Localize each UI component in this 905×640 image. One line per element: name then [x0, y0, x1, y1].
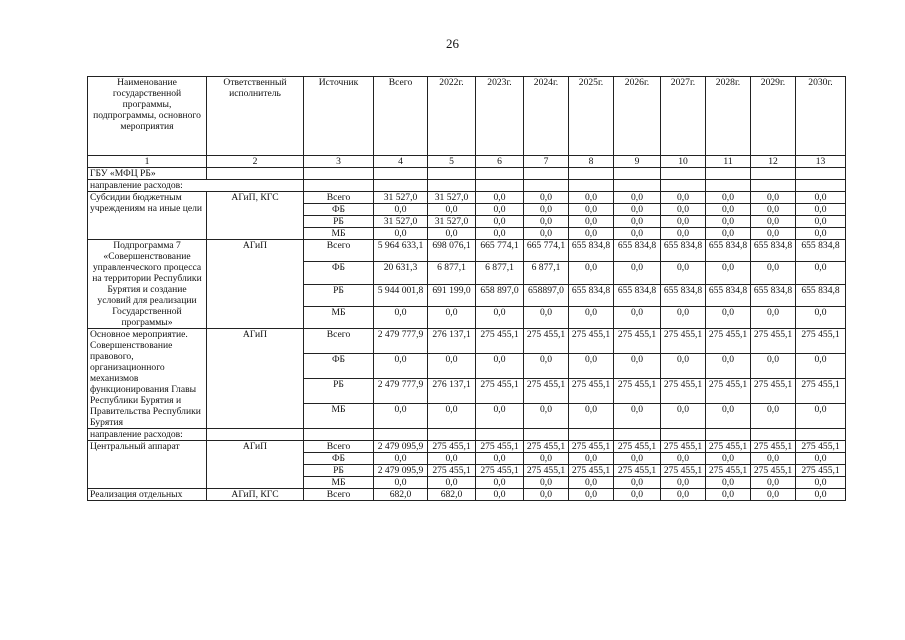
value-cell: 0,0 — [614, 477, 661, 489]
executor-cell: АГиП, КГС — [207, 192, 304, 240]
header-cell: 2028г. — [706, 77, 751, 156]
executor-cell: АГиП — [207, 240, 304, 329]
value-cell: 0,0 — [569, 404, 614, 429]
source-cell: РБ — [304, 465, 374, 477]
column-number: 7 — [524, 156, 569, 168]
section-row-direction — [88, 429, 846, 441]
value-cell: 0,0 — [524, 477, 569, 489]
header-cell: Источник — [304, 77, 374, 156]
value-cell: 2 479 777,9 — [374, 379, 428, 404]
column-number: 3 — [304, 156, 374, 168]
value-cell: 0,0 — [614, 354, 661, 379]
header-cell: Наименование государственной программы, подпрограммы, основного мероприятия — [88, 77, 207, 156]
value-cell: 275 455,1 — [751, 465, 796, 477]
value-cell: 275 455,1 — [661, 329, 706, 354]
value-cell: 655 834,8 — [569, 240, 614, 262]
value-cell: 0,0 — [569, 216, 614, 228]
value-cell: 0,0 — [374, 477, 428, 489]
value-cell: 275 455,1 — [706, 329, 751, 354]
value-cell: 275 455,1 — [614, 329, 661, 354]
value-cell: 20 631,3 — [374, 262, 428, 284]
value-cell: 275 455,1 — [661, 379, 706, 404]
section-row-direction — [88, 180, 846, 192]
column-number: 8 — [569, 156, 614, 168]
source-cell: Всего — [304, 240, 374, 262]
value-cell: 275 455,1 — [524, 441, 569, 453]
column-number: 12 — [751, 156, 796, 168]
value-cell: 0,0 — [706, 204, 751, 216]
header-cell: 2022г. — [428, 77, 476, 156]
value-cell: 0,0 — [706, 216, 751, 228]
value-cell: 275 455,1 — [614, 379, 661, 404]
value-cell: 0,0 — [476, 489, 524, 501]
value-cell: 655 834,8 — [661, 284, 706, 306]
source-cell: РБ — [304, 379, 374, 404]
value-cell: 0,0 — [476, 216, 524, 228]
value-cell: 655 834,8 — [569, 284, 614, 306]
value-cell: 0,0 — [706, 228, 751, 240]
value-cell: 0,0 — [374, 453, 428, 465]
value-cell: 0,0 — [524, 489, 569, 501]
value-cell: 0,0 — [374, 354, 428, 379]
column-number: 10 — [661, 156, 706, 168]
value-cell: 6 877,1 — [524, 262, 569, 284]
table-row — [88, 192, 846, 204]
executor-cell: АГиП — [207, 441, 304, 489]
header-cell: 2029г. — [751, 77, 796, 156]
value-cell: 0,0 — [706, 306, 751, 328]
value-cell: 0,0 — [796, 404, 846, 429]
budget-table — [87, 76, 846, 501]
table-row — [88, 240, 846, 262]
header-cell: 2023г. — [476, 77, 524, 156]
value-cell: 275 455,1 — [524, 465, 569, 477]
value-cell: 275 455,1 — [706, 379, 751, 404]
value-cell: 0,0 — [428, 228, 476, 240]
source-cell: Всего — [304, 329, 374, 354]
program-name: Основное мероприятие. Совершенствование правового, организационного механизмов функционирования Главы Республики Бурятия и Правительства Республики Бурятия — [88, 329, 207, 429]
source-cell: МБ — [304, 306, 374, 328]
value-cell: 275 455,1 — [569, 379, 614, 404]
value-cell: 275 455,1 — [751, 329, 796, 354]
source-cell: МБ — [304, 404, 374, 429]
value-cell: 0,0 — [796, 306, 846, 328]
value-cell: 31 527,0 — [374, 192, 428, 204]
column-number: 5 — [428, 156, 476, 168]
value-cell: 0,0 — [706, 453, 751, 465]
value-cell: 0,0 — [796, 477, 846, 489]
program-name: Подпрограмма 7 «Совершенствование управленческого процесса на территории Республики Бурятия и создание условий для реализации Государственной программы» — [88, 240, 207, 329]
value-cell: 0,0 — [524, 204, 569, 216]
value-cell: 0,0 — [614, 404, 661, 429]
value-cell: 655 834,8 — [614, 240, 661, 262]
value-cell: 0,0 — [614, 216, 661, 228]
value-cell: 275 455,1 — [614, 465, 661, 477]
value-cell: 0,0 — [428, 306, 476, 328]
value-cell: 275 455,1 — [751, 441, 796, 453]
value-cell: 0,0 — [374, 204, 428, 216]
value-cell: 275 455,1 — [661, 465, 706, 477]
value-cell: 0,0 — [476, 354, 524, 379]
program-name: Реализация отдельных — [88, 489, 207, 501]
header-cell: Всего — [374, 77, 428, 156]
source-cell: Всего — [304, 441, 374, 453]
value-cell: 275 455,1 — [476, 465, 524, 477]
value-cell: 0,0 — [524, 354, 569, 379]
column-number: 2 — [207, 156, 304, 168]
value-cell: 0,0 — [614, 204, 661, 216]
value-cell: 0,0 — [751, 477, 796, 489]
value-cell: 0,0 — [374, 228, 428, 240]
value-cell: 0,0 — [706, 477, 751, 489]
value-cell: 0,0 — [661, 477, 706, 489]
value-cell: 655 834,8 — [751, 240, 796, 262]
value-cell: 655 834,8 — [706, 284, 751, 306]
value-cell: 0,0 — [751, 192, 796, 204]
value-cell: 0,0 — [614, 262, 661, 284]
value-cell: 0,0 — [569, 489, 614, 501]
value-cell: 0,0 — [524, 453, 569, 465]
column-number: 6 — [476, 156, 524, 168]
value-cell: 0,0 — [751, 453, 796, 465]
value-cell: 0,0 — [614, 228, 661, 240]
source-cell: Всего — [304, 489, 374, 501]
value-cell: 0,0 — [374, 306, 428, 328]
direction-label: направление расходов: — [88, 429, 207, 441]
value-cell: 6 877,1 — [428, 262, 476, 284]
value-cell: 0,0 — [706, 262, 751, 284]
section-label: ГБУ «МФЦ РБ» — [88, 168, 207, 180]
value-cell: 0,0 — [706, 489, 751, 501]
program-name: Центральный аппарат — [88, 441, 207, 489]
value-cell: 0,0 — [569, 477, 614, 489]
value-cell: 0,0 — [661, 354, 706, 379]
value-cell: 276 137,1 — [428, 329, 476, 354]
value-cell: 0,0 — [751, 306, 796, 328]
value-cell: 275 455,1 — [476, 329, 524, 354]
value-cell: 0,0 — [661, 192, 706, 204]
value-cell: 0,0 — [796, 204, 846, 216]
value-cell: 0,0 — [661, 204, 706, 216]
value-cell: 275 455,1 — [569, 329, 614, 354]
column-number: 1 — [88, 156, 207, 168]
value-cell: 655 834,8 — [796, 240, 846, 262]
source-cell: ФБ — [304, 204, 374, 216]
source-cell: МБ — [304, 228, 374, 240]
value-cell: 275 455,1 — [796, 379, 846, 404]
value-cell: 0,0 — [476, 404, 524, 429]
table-row — [88, 489, 846, 501]
value-cell: 655 834,8 — [614, 284, 661, 306]
value-cell: 0,0 — [569, 453, 614, 465]
source-cell: ФБ — [304, 354, 374, 379]
value-cell: 275 455,1 — [476, 441, 524, 453]
header-cell: Ответственный исполнитель — [207, 77, 304, 156]
value-cell: 0,0 — [476, 477, 524, 489]
value-cell: 0,0 — [796, 453, 846, 465]
value-cell: 0,0 — [428, 354, 476, 379]
value-cell: 0,0 — [476, 306, 524, 328]
header-cell: 2024г. — [524, 77, 569, 156]
value-cell: 275 455,1 — [524, 329, 569, 354]
value-cell: 655 834,8 — [796, 284, 846, 306]
column-number: 11 — [706, 156, 751, 168]
value-cell: 665 774,1 — [476, 240, 524, 262]
value-cell: 0,0 — [796, 354, 846, 379]
value-cell: 275 455,1 — [428, 465, 476, 477]
value-cell: 0,0 — [524, 306, 569, 328]
source-cell: Всего — [304, 192, 374, 204]
value-cell: 6 877,1 — [476, 262, 524, 284]
value-cell: 0,0 — [706, 404, 751, 429]
value-cell: 31 527,0 — [374, 216, 428, 228]
value-cell: 5 944 001,8 — [374, 284, 428, 306]
value-cell: 0,0 — [796, 489, 846, 501]
value-cell: 682,0 — [428, 489, 476, 501]
executor-cell: АГиП — [207, 329, 304, 429]
value-cell: 0,0 — [428, 453, 476, 465]
value-cell: 0,0 — [751, 404, 796, 429]
executor-cell: АГиП, КГС — [207, 489, 304, 501]
table-row — [88, 441, 846, 453]
header-row — [88, 77, 846, 156]
value-cell: 275 455,1 — [706, 465, 751, 477]
value-cell: 275 455,1 — [614, 441, 661, 453]
value-cell: 0,0 — [706, 192, 751, 204]
value-cell: 2 479 777,9 — [374, 329, 428, 354]
value-cell: 0,0 — [751, 204, 796, 216]
source-cell: МБ — [304, 477, 374, 489]
value-cell: 0,0 — [428, 204, 476, 216]
column-number-row — [88, 156, 846, 168]
value-cell: 0,0 — [614, 192, 661, 204]
direction-label: направление расходов: — [88, 180, 304, 192]
value-cell: 275 455,1 — [796, 465, 846, 477]
value-cell: 0,0 — [569, 262, 614, 284]
value-cell: 0,0 — [569, 228, 614, 240]
value-cell: 2 479 095,9 — [374, 441, 428, 453]
value-cell: 0,0 — [476, 204, 524, 216]
value-cell: 0,0 — [569, 204, 614, 216]
value-cell: 275 455,1 — [428, 441, 476, 453]
value-cell: 0,0 — [751, 216, 796, 228]
table-body — [88, 168, 846, 501]
value-cell: 655 834,8 — [751, 284, 796, 306]
value-cell: 275 455,1 — [476, 379, 524, 404]
value-cell: 0,0 — [751, 489, 796, 501]
source-cell: РБ — [304, 216, 374, 228]
value-cell: 31 527,0 — [428, 192, 476, 204]
value-cell: 0,0 — [614, 306, 661, 328]
value-cell: 0,0 — [661, 262, 706, 284]
value-cell: 655 834,8 — [661, 240, 706, 262]
value-cell: 0,0 — [661, 306, 706, 328]
value-cell: 655 834,8 — [706, 240, 751, 262]
value-cell: 275 455,1 — [706, 441, 751, 453]
program-name: Субсидии бюджетным учреждениям на иные цели — [88, 192, 207, 240]
value-cell: 275 455,1 — [524, 379, 569, 404]
value-cell: 0,0 — [796, 228, 846, 240]
value-cell: 0,0 — [476, 453, 524, 465]
value-cell: 0,0 — [751, 354, 796, 379]
value-cell: 0,0 — [374, 404, 428, 429]
value-cell: 0,0 — [524, 404, 569, 429]
value-cell: 0,0 — [796, 192, 846, 204]
value-cell: 0,0 — [796, 216, 846, 228]
value-cell: 698 076,1 — [428, 240, 476, 262]
value-cell: 0,0 — [569, 192, 614, 204]
value-cell: 31 527,0 — [428, 216, 476, 228]
value-cell: 0,0 — [428, 477, 476, 489]
value-cell: 276 137,1 — [428, 379, 476, 404]
value-cell: 0,0 — [661, 489, 706, 501]
value-cell: 0,0 — [524, 216, 569, 228]
value-cell: 2 479 095,9 — [374, 465, 428, 477]
value-cell: 0,0 — [661, 453, 706, 465]
page-number: 26 — [446, 36, 459, 51]
value-cell: 0,0 — [614, 489, 661, 501]
value-cell: 0,0 — [428, 404, 476, 429]
value-cell: 275 455,1 — [751, 379, 796, 404]
value-cell: 0,0 — [569, 354, 614, 379]
value-cell: 275 455,1 — [796, 441, 846, 453]
source-cell: РБ — [304, 284, 374, 306]
value-cell: 0,0 — [524, 228, 569, 240]
value-cell: 275 455,1 — [569, 465, 614, 477]
value-cell: 0,0 — [661, 404, 706, 429]
value-cell: 0,0 — [661, 216, 706, 228]
column-number: 4 — [374, 156, 428, 168]
table-row — [88, 329, 846, 354]
header-cell: 2027г. — [661, 77, 706, 156]
value-cell: 691 199,0 — [428, 284, 476, 306]
source-cell: ФБ — [304, 262, 374, 284]
value-cell: 275 455,1 — [569, 441, 614, 453]
value-cell: 665 774,1 — [524, 240, 569, 262]
value-cell: 0,0 — [476, 192, 524, 204]
value-cell: 0,0 — [796, 262, 846, 284]
value-cell: 0,0 — [661, 228, 706, 240]
column-number: 9 — [614, 156, 661, 168]
column-number: 13 — [796, 156, 846, 168]
source-cell: ФБ — [304, 453, 374, 465]
header-cell: 2030г. — [796, 77, 846, 156]
value-cell: 0,0 — [614, 453, 661, 465]
header-cell: 2026г. — [614, 77, 661, 156]
header-cell: 2025г. — [569, 77, 614, 156]
value-cell: 682,0 — [374, 489, 428, 501]
value-cell: 658897,0 — [524, 284, 569, 306]
value-cell: 658 897,0 — [476, 284, 524, 306]
section-row-gbu — [88, 168, 846, 180]
value-cell: 0,0 — [476, 228, 524, 240]
value-cell: 5 964 633,1 — [374, 240, 428, 262]
value-cell: 275 455,1 — [661, 441, 706, 453]
value-cell: 0,0 — [524, 192, 569, 204]
value-cell: 0,0 — [751, 228, 796, 240]
value-cell: 0,0 — [706, 354, 751, 379]
value-cell: 275 455,1 — [796, 329, 846, 354]
value-cell: 0,0 — [569, 306, 614, 328]
value-cell: 0,0 — [751, 262, 796, 284]
